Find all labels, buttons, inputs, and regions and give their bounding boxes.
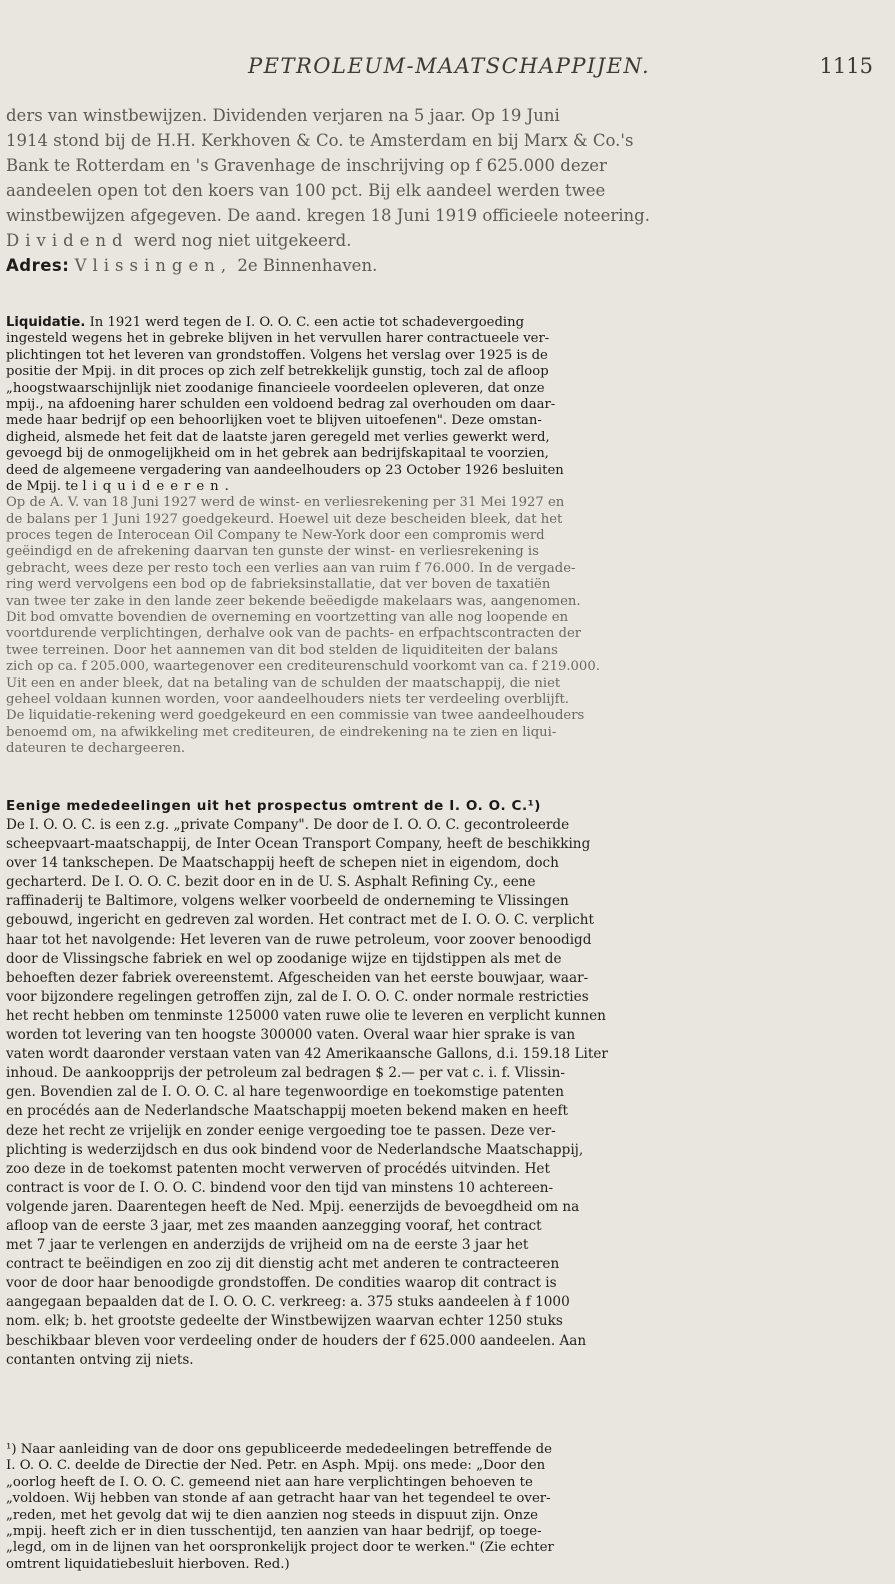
footnote-line: „mpij. heeft zich er in dien tusschentijd, ten aanzien van haar bedrijf, op toege- bbox=[6, 1523, 542, 1539]
text-line: „hoogstwaarschijnlijk niet zoodanige financieele voordeelen opleveren, dat onze bbox=[6, 380, 545, 396]
text-line: zoo deze in de toekomst patenten mocht verwerven of procédés uitvinden. Het bbox=[6, 1160, 550, 1177]
text-line: behoeften dezer fabriek overeenstemt. Afgescheiden van het eerste bouwjaar, waar- bbox=[6, 969, 589, 986]
text-line: benoemd om, na afwikkeling met crediteuren, de eindrekening na te zien en liqui- bbox=[6, 724, 557, 740]
footnote-line: „oorlog heeft de I. O. O. C. gemeend niet aan hare verplichtingen behoeven te bbox=[6, 1474, 533, 1490]
company-details-paragraph bbox=[0, 103, 895, 278]
text-line: gebouwd, ingericht en gedreven zal worden. Het contract met de I. O. O. C. verplicht bbox=[6, 912, 595, 929]
text-line: het recht hebben om tenminste 125000 vaten ruwe olie te leveren en verplicht kunnen bbox=[6, 1007, 606, 1024]
text-line: contanten ontving zij niets. bbox=[6, 1351, 194, 1368]
text-line: plichtingen tot het leveren van grondstoffen. Volgens het verslag over 1925 is de bbox=[6, 347, 548, 363]
address-line bbox=[0, 253, 895, 278]
text-line: ring werd vervolgens een bod op de fabrieksinstallatie, dat ver boven de taxatiën bbox=[6, 577, 551, 593]
liquidation-first-line-text: In 1921 werd tegen de I. O. O. C. een actie tot schadevergoeding bbox=[85, 315, 525, 330]
prospectus-heading: Eenige mededeelingen uit het prospectus omtrent de I. O. O. C.¹) bbox=[6, 798, 541, 814]
text-line: digheid, alsmede het feit dat de laatste jaren geregeld met verlies gewerkt werd, bbox=[6, 429, 550, 445]
liquidation-section bbox=[0, 315, 895, 758]
text-line: ingesteld wegens het in gebreke blijven in het vervullen harer contractueele ver- bbox=[6, 331, 550, 347]
text-line: volgende jaren. Daarentegen heeft de Ned. Mpij. eenerzijds de bevoegdheid om na bbox=[6, 1198, 580, 1215]
text-line: door de Vlissingsche fabriek en wel op zoodanige wijze en tijdstippen als met de bbox=[6, 950, 562, 967]
text-line: Uit een en ander bleek, dat na betaling van de schulden der maatschappij, die niet bbox=[6, 675, 561, 691]
text-line: winstbewijzen afgegeven. De aand. kregen 18 Juni 1919 officieele noteering. bbox=[6, 206, 650, 225]
address-city: Vlissingen, bbox=[74, 256, 233, 275]
running-title: PETROLEUM-MAATSCHAPPIJEN. bbox=[248, 54, 651, 78]
address-label: Adres: bbox=[6, 256, 70, 275]
text-line: raffinaderij te Baltimore, volgens welker voorbeeld de onderneming te Vlissingen bbox=[6, 893, 569, 910]
footnote-line: „legd, om in de lijnen van het oorspronkelijk project door te werken." (Zie echter bbox=[6, 1540, 554, 1556]
text-line: beschikbaar bleven voor verdeeling onder de houders der f 625.000 aandeelen. Aan bbox=[6, 1332, 587, 1349]
footnote bbox=[0, 1442, 895, 1573]
text-line: inhoud. De aankoopprijs der petroleum zal bedragen $ 2.— per vat c. i. f. Vlissin- bbox=[6, 1065, 565, 1082]
text-line: Op de A. V. van 18 Juni 1927 werd de winst- en verliesrekening per 31 Mei 1927 en bbox=[6, 495, 565, 511]
prospectus-heading-block bbox=[0, 796, 895, 816]
text-line: plichting is wederzijdsch en dus ook bindend voor de Nederlandsche Maatschappij, bbox=[6, 1141, 584, 1158]
text-line: deed de algemeene vergadering van aandeelhouders op 23 October 1926 besluiten bbox=[6, 462, 564, 478]
text-line: De liquidatie-rekening werd goedgekeurd en een commissie van twee aandeelhouders bbox=[6, 708, 585, 724]
text-line: voor bijzondere regelingen getroffen zijn, zal de I. O. O. C. onder normale restricties bbox=[6, 988, 589, 1005]
footnote-line: ¹) Naar aanleiding van de door ons gepubliceerde mededeelingen betreffende de bbox=[6, 1442, 553, 1457]
text-line: gen. Bovendien zal de I. O. O. C. al hare tegenwoordige en toekomstige patenten bbox=[6, 1084, 564, 1101]
text-line: scheepvaart-maatschappij, de Inter Ocean Transport Company, heeft de beschikking bbox=[6, 836, 591, 853]
footnote-line: omtrent liquidatiebesluit hierboven. Red.) bbox=[6, 1556, 290, 1572]
dividend-line bbox=[0, 228, 895, 253]
text-line: en procédés aan de Nederlandsche Maatschappij moeten bekend maken en heeft bbox=[6, 1103, 569, 1120]
text-line: gebracht, wees deze per resto toch een verlies aan van ruim f 76.000. In de vergade- bbox=[6, 560, 576, 576]
text-line: aangegaan bepaalden dat de I. O. O. C. verkreeg: a. 375 stuks aandeelen à f 1000 bbox=[6, 1294, 570, 1311]
text-line: vaten wordt daaronder verstaan vaten van 42 Amerikaansche Gallons, d.i. 159.18 Liter bbox=[6, 1046, 608, 1063]
text-line: De I. O. O. C. is een z.g. „private Company". De door de I. O. O. C. gecontroleerde bbox=[6, 817, 570, 833]
text-line: worden tot levering van ten hoogste 300000 vaten. Overal waar hier sprake is van bbox=[6, 1027, 576, 1044]
text-line: haar tot het navolgende: Het leveren van de ruwe petroleum, voor zoover benoodigd bbox=[6, 931, 592, 948]
text-line: twee terreinen. Door het aannemen van dit bod stelden de liquiditeiten der balans bbox=[6, 642, 558, 658]
dividend-rest: werd nog niet uitgekeerd. bbox=[128, 231, 352, 250]
text-line: contract is voor de I. O. O. C. bindend voor den tijd van minstens 10 achtereen- bbox=[6, 1179, 554, 1196]
text-line: over 14 tankschepen. De Maatschappij heeft de schepen niet in eigendom, doch bbox=[6, 855, 559, 872]
footnote-line: I. O. O. C. deelde de Directie der Ned. Petr. en Asph. Mpij. ons mede: „Door den bbox=[6, 1458, 546, 1474]
footnote-line: „voldoen. Wij hebben van stonde af aan getracht haar van het tegendeel te over- bbox=[6, 1491, 551, 1507]
prospectus-section bbox=[0, 816, 895, 1370]
text-line: positie der Mpij. in dit proces op zich zelf betrekkelijk gunstig, toch zal de afloop bbox=[6, 364, 549, 380]
page-number: 1115 bbox=[819, 54, 873, 78]
page-header bbox=[0, 54, 895, 84]
text-line: proces tegen de Interocean Oil Company te New-York door een compromis werd bbox=[6, 528, 545, 544]
text-line: deze het recht ze vrijelijk en zonder eenige vergoeding toe te passen. Deze ver- bbox=[6, 1122, 556, 1139]
text-line: geëindigd en de afrekening daarvan ten gunste der winst- en verliesrekening is bbox=[6, 544, 539, 560]
text-line: contract te beëindigen en zoo zij dit dienstig acht met anderen te contracteeren bbox=[6, 1256, 560, 1273]
liquidation-word: liquideeren. bbox=[82, 478, 235, 494]
text-line: Dit bod omvatte bovendien de overneming en voortzetting van alle nog loopende en bbox=[6, 610, 569, 626]
text-line: Bank te Rotterdam en 's Gravenhage de inschrijving op f 625.000 dezer bbox=[6, 156, 607, 175]
text-line: afloop van de eerste 3 jaar, met zes maanden aanzegging vooraf, het contract bbox=[6, 1217, 542, 1234]
text-line: van twee ter zake in den lande zeer bekende beëedigde makelaars was, aangenomen. bbox=[6, 593, 581, 609]
liquidation-prefix: de Mpij. te bbox=[6, 478, 83, 494]
footnote-line: „reden, met het gevolg dat wij te dien aanzien nog steeds in dispuut zijn. Onze bbox=[6, 1507, 538, 1523]
text-line: mede haar bedrijf op een behoorlijken voet te blijven uitoefenen". Deze omstan- bbox=[6, 413, 542, 429]
text-line: gecharterd. De I. O. O. C. bezit door en in de U. S. Asphalt Refining Cy., eene bbox=[6, 874, 536, 891]
text-line: dateuren te dechargeeren. bbox=[6, 741, 186, 757]
text-line: voor de door haar benoodigde grondstoffen. De condities waarop dit contract is bbox=[6, 1275, 557, 1292]
text-line: ders van winstbewijzen. Dividenden verjaren na 5 jaar. Op 19 Juni bbox=[6, 106, 560, 125]
address-rest: 2e Binnenhaven. bbox=[232, 256, 378, 275]
text-line: 1914 stond bij de H.H. Kerkhoven & Co. te Amsterdam en bij Marx & Co.'s bbox=[6, 131, 634, 150]
text-line: zich op ca. f 205.000, waartegenover een crediteurenschuld voorkomt van ca. f 219.000. bbox=[6, 659, 600, 675]
text-line: nom. elk; b. het grootste gedeelte der Winstbewijzen waarvan echter 1250 stuks bbox=[6, 1313, 563, 1330]
text-line: de balans per 1 Juni 1927 goedgekeurd. Hoewel uit deze bescheiden bleek, dat het bbox=[6, 511, 563, 527]
liquidation-first-line bbox=[0, 315, 895, 331]
dividend-word: Dividend bbox=[6, 231, 129, 250]
liquidation-decision-line bbox=[0, 479, 895, 495]
text-line: geheel voldaan kunnen worden, voor aandeelhouders niets ter verdeeling overblijft. bbox=[6, 691, 569, 707]
text-line: gevoegd bij de onmogelijkheid om in het gebrek aan bedrijfskapitaal te voorzien, bbox=[6, 446, 549, 462]
text-line: aandeelen open tot den koers van 100 pct. Bij elk aandeel werden twee bbox=[6, 181, 606, 200]
liquidation-heading: Liquidatie. bbox=[6, 315, 86, 330]
text-line: mpij., na afdoening harer schulden een voldoend bedrag zal overhouden om daar- bbox=[6, 396, 556, 412]
text-line: voortdurende verplichtingen, derhalve ook van de pachts- en erfpachtscontracten der bbox=[6, 626, 582, 642]
text-line: met 7 jaar te verlengen en anderzijds de vrijheid om na de eerste 3 jaar het bbox=[6, 1237, 529, 1254]
